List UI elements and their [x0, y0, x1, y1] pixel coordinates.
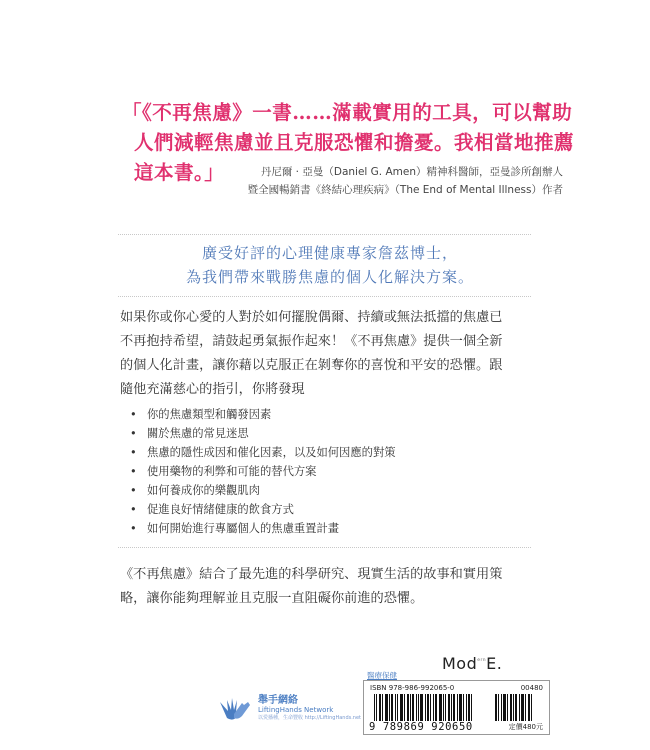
barcode-bars — [374, 694, 473, 721]
paragraph-line: 略，讓你能夠理解並且克服一直阻礙你前進的恐懼。 — [120, 591, 424, 606]
publisher-slogan: 以愛播種，生命豐收 http://LiftingHands.net — [258, 715, 362, 721]
publisher-logo — [218, 695, 361, 722]
list-item: • 使用藥物的利弊和可能的替代方案 — [130, 462, 396, 481]
conclusion-paragraph — [120, 563, 535, 611]
quote-line: 這本書。」 — [134, 161, 225, 184]
list-item: • 關於焦慮的常見迷思 — [130, 424, 396, 443]
publisher-name-cn: 舉手網絡 — [258, 695, 298, 706]
isbn-number: ISBN 978-986-992065-0 — [370, 684, 455, 692]
hands-icon — [218, 696, 252, 722]
imprint-logo: Mod$^{ern}$E. — [442, 654, 503, 673]
bullet-icon: • — [130, 446, 137, 459]
list-item: • 焦慮的隱性成因和催化因素，以及如何因應的對策 — [130, 443, 396, 462]
paragraph-line: 不再抱持希望，請鼓起勇氣振作起來！《不再焦慮》提供一個全新 — [120, 334, 503, 349]
barcode — [363, 680, 550, 735]
paragraph-line: 隨他充滿慈心的指引，你將發現 — [120, 382, 305, 397]
bullet-icon: • — [130, 503, 137, 516]
quote-attribution — [248, 163, 563, 199]
dotted-divider — [118, 234, 531, 235]
list-item: • 如何養成你的樂觀肌肉 — [130, 481, 396, 500]
bullet-icon: • — [130, 465, 137, 478]
paragraph-line: 《不再焦慮》結合了最先進的科學研究、現實生活的故事和實用策 — [120, 567, 503, 582]
list-item: • 你的焦慮類型和觸發因素 — [130, 405, 396, 424]
bullet-icon: • — [130, 484, 137, 497]
quote-line: 人們減輕焦慮並且克服恐懼和擔憂。我相當地推薦 — [134, 131, 575, 154]
attribution-line: 丹尼爾 · 亞曼（Daniel G. Amen）精神科醫師，亞曼診所創辦人 — [260, 166, 563, 178]
dotted-divider — [118, 547, 531, 548]
tagline — [110, 241, 550, 289]
addon-bars — [495, 694, 533, 721]
attribution-line: 暨全國暢銷書《終結心理疾病》（The End of Mental Illness）作者 — [247, 184, 563, 196]
price-label: 定價480元 — [508, 723, 543, 731]
publisher-name-en: LiftingHands Network — [258, 706, 334, 714]
tagline-line: 為我們帶來戰勝焦慮的個人化解決方案。 — [185, 268, 474, 286]
list-item: • 如何開始進行專屬個人的焦慮重置計畫 — [130, 519, 396, 538]
ean-number: 9 789869 920650 — [369, 721, 473, 733]
book-category: 醫療保健 — [367, 671, 397, 680]
quote-line: 「《不再焦慮》一書……滿載實用的工具，可以幫助 — [122, 101, 573, 124]
paragraph-line: 如果你或你心愛的人對於如何擺脫偶爾、持續或無法抵擋的焦慮已 — [120, 310, 503, 325]
bullet-icon: • — [130, 408, 137, 421]
discovery-list — [130, 405, 396, 538]
bullet-icon: • — [130, 522, 137, 535]
intro-paragraph — [120, 306, 535, 402]
dotted-divider — [118, 296, 531, 297]
addon-code: 00480 — [520, 684, 543, 692]
list-item: • 促進良好情緒健康的飲食方式 — [130, 500, 396, 519]
bullet-icon: • — [130, 427, 137, 440]
tagline-line: 廣受好評的心理健康專家詹茲博士， — [201, 244, 458, 262]
paragraph-line: 的個人化計畫，讓你藉以克服正在剝奪你的喜悅和平安的恐懼。跟 — [120, 358, 503, 373]
